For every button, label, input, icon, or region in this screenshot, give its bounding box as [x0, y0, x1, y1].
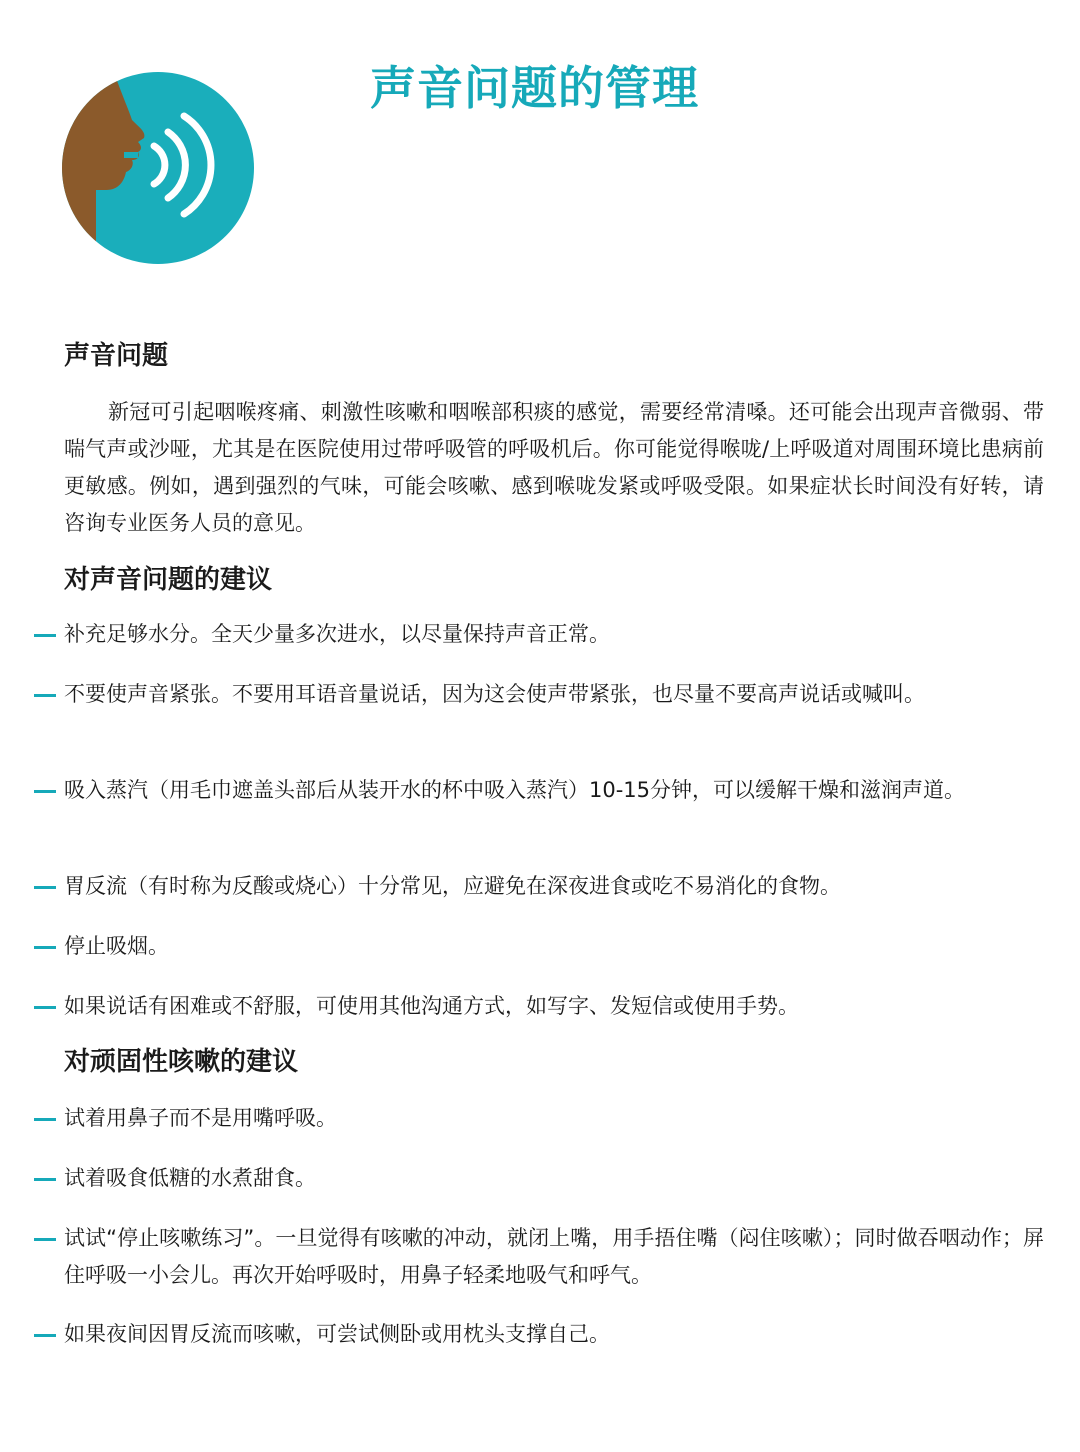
list-item: 试试“停止咳嗽练习”。一旦觉得有咳嗽的冲动，就闭上嘴，用手捂住嘴（闷住咳嗽）；同时做吞咽动作；屏住呼吸一小会儿。再次开始呼吸时，用鼻子轻柔地吸气和呼气。 [34, 1220, 1044, 1294]
intro-paragraph: 新冠可引起咽喉疼痛、刺激性咳嗽和咽喉部积痰的感觉，需要经常清嗓。还可能会出现声音微弱、带喘气声或沙哑，尤其是在医院使用过带呼吸管的呼吸机后。你可能觉得喉咙/上呼吸道对周围环境比患病前更敏感。例如，遇到强烈的气味，可能会咳嗽、感到喉咙发紧或呼吸受限。如果症状长时间没有好转，请咨询专业医务人员的意见。 [64, 400, 1044, 535]
list-item: 不要使声音紧张。不要用耳语音量说话，因为这会使声带紧张，也尽量不要高声说话或喊叫。 [34, 676, 1044, 713]
dash-bullet-icon [34, 1118, 56, 1121]
section-heading-cough-advice: 对顽固性咳嗽的建议 [64, 1047, 299, 1077]
dash-bullet-icon [34, 1006, 56, 1009]
dash-bullet-icon [34, 1238, 56, 1241]
dash-bullet-icon [34, 694, 56, 697]
dash-bullet-icon [34, 1178, 56, 1181]
speaking-head-icon [62, 72, 254, 264]
dash-bullet-icon [34, 946, 56, 949]
dash-bullet-icon [34, 790, 56, 793]
dash-bullet-icon [34, 634, 56, 637]
list-item: 停止吸烟。 [34, 928, 1044, 965]
list-item: 胃反流（有时称为反酸或烧心）十分常见，应避免在深夜进食或吃不易消化的食物。 [34, 868, 1044, 905]
section-heading-voice-advice: 对声音问题的建议 [64, 565, 273, 595]
list-item: 试着吸食低糖的水煮甜食。 [34, 1160, 1044, 1197]
list-item: 如果说话有困难或不舒服，可使用其他沟通方式，如写字、发短信或使用手势。 [34, 988, 1044, 1025]
dash-bullet-icon [34, 886, 56, 889]
dash-bullet-icon [34, 1334, 56, 1337]
page-title: 声音问题的管理 [370, 61, 699, 115]
section-heading-voice-problems: 声音问题 [64, 341, 169, 371]
list-item: 吸入蒸汽（用毛巾遮盖头部后从装开水的杯中吸入蒸汽）10-15分钟，可以缓解干燥和滋润声道。 [34, 772, 1044, 809]
list-item: 试着用鼻子而不是用嘴呼吸。 [34, 1100, 1044, 1137]
list-item: 补充足够水分。全天少量多次进水，以尽量保持声音正常。 [34, 616, 1044, 653]
list-item: 如果夜间因胃反流而咳嗽，可尝试侧卧或用枕头支撑自己。 [34, 1316, 1044, 1353]
